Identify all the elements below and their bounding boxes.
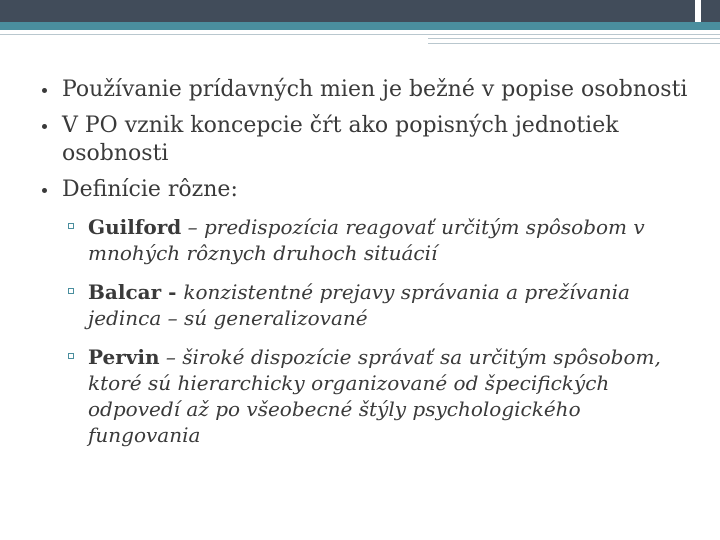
definition-term: Guilford — [88, 215, 182, 239]
definition-term: Balcar — [88, 280, 162, 304]
definition-text: konzistentné prejavy správania a prežívania jedinca – sú generalizované — [88, 280, 630, 330]
definition-item — [62, 214, 692, 266]
definition-item — [62, 344, 692, 448]
bullet-item — [28, 176, 692, 448]
bullet-dot-icon — [42, 188, 47, 193]
slide-body — [28, 76, 692, 461]
definition-term: Pervin — [88, 345, 160, 369]
definition-separator: - — [161, 280, 184, 304]
square-bullet-icon — [68, 223, 74, 229]
square-bullet-icon — [68, 353, 74, 359]
definition-item — [62, 279, 692, 331]
bullet-text: V PO vznik koncepcie čŕt ako popisných jednotiek osobnosti — [62, 113, 619, 166]
bullet-list — [28, 76, 692, 448]
definition-list — [62, 214, 692, 448]
header-band — [0, 0, 695, 22]
bullet-dot-icon — [42, 88, 47, 93]
square-bullet-icon — [68, 288, 74, 294]
header-band-corner — [701, 0, 720, 22]
header-rule — [0, 34, 720, 35]
bullet-item — [28, 112, 692, 168]
bullet-text: Používanie prídavných mien je bežné v popise osobnosti — [62, 77, 688, 102]
header-rule — [428, 38, 720, 39]
bullet-item — [28, 76, 692, 104]
header-accent-band — [0, 22, 720, 30]
bullet-text: Definície rôzne: — [62, 177, 238, 202]
bullet-dot-icon — [42, 124, 47, 129]
definition-text: široké dispozície správať sa určitým spôsobom, ktoré sú hierarchicky organizované od špecifických odpovedí až po všeobecné štýly psychologického fungovania — [88, 345, 661, 447]
definition-separator: – — [159, 345, 183, 369]
definition-text: predispozícia reagovať určitým spôsobom v mnohých rôznych druhoch situácií — [88, 215, 645, 265]
header-rule — [428, 43, 720, 44]
definition-separator: – — [181, 215, 204, 239]
